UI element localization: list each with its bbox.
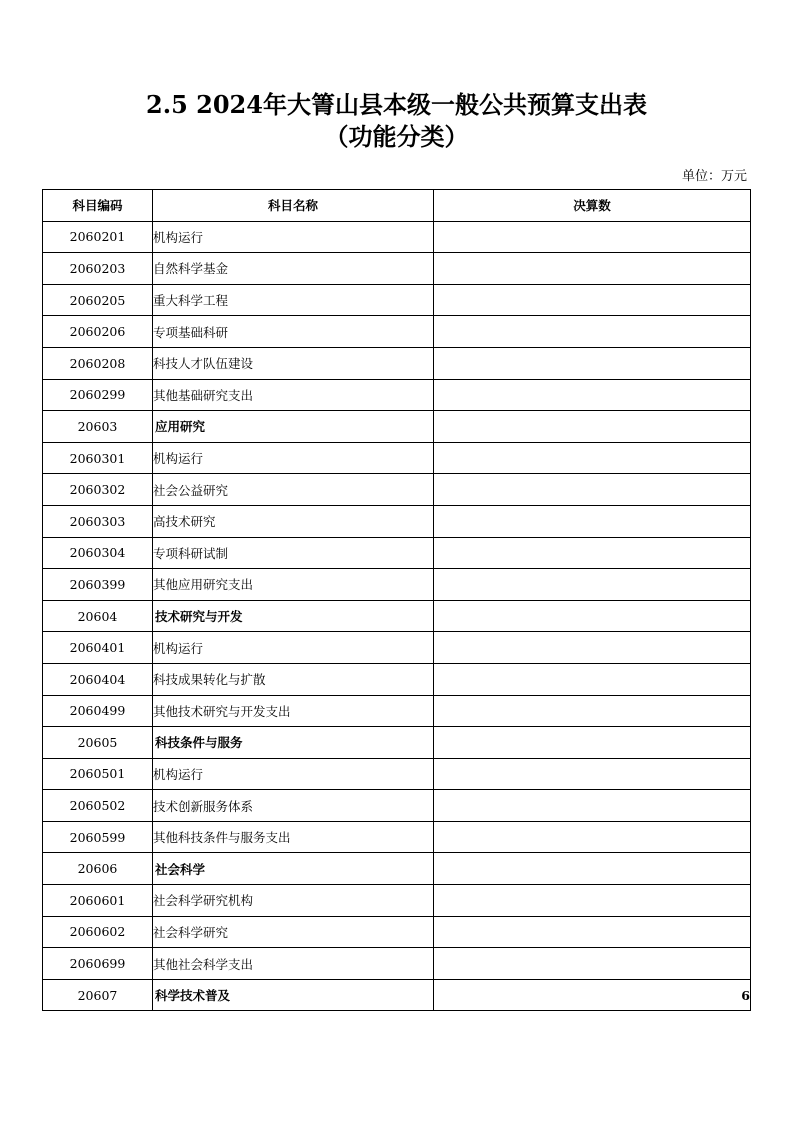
- row-amount: [434, 790, 751, 822]
- row-code: 2060301: [43, 442, 153, 474]
- row-name: 自然科学基金: [153, 253, 434, 285]
- table-row: [43, 948, 751, 980]
- row-name: 社会科学研究机构: [153, 885, 434, 917]
- row-code: 2060205: [43, 284, 153, 316]
- row-code: 20605: [43, 727, 153, 759]
- row-amount: [434, 948, 751, 980]
- table-row: [43, 505, 751, 537]
- row-name: 科学技术普及: [153, 979, 434, 1011]
- row-code: 2060404: [43, 663, 153, 695]
- row-amount: [434, 442, 751, 474]
- row-amount: [434, 347, 751, 379]
- row-amount: [434, 853, 751, 885]
- row-code: 2060401: [43, 632, 153, 664]
- row-amount: [434, 253, 751, 285]
- row-code: 2060208: [43, 347, 153, 379]
- row-amount: [434, 221, 751, 253]
- row-amount: [434, 284, 751, 316]
- page-title: 2.5 2024年大箐山县本级一般公共预算支出表: [146, 90, 647, 119]
- table-row: [43, 316, 751, 348]
- table-row: [43, 600, 751, 632]
- row-amount: [434, 600, 751, 632]
- row-code: 2060602: [43, 916, 153, 948]
- row-amount: [434, 695, 751, 727]
- row-amount: [434, 821, 751, 853]
- table-row: [43, 253, 751, 285]
- header-name: 科目名称: [153, 190, 434, 222]
- row-amount: [434, 316, 751, 348]
- table-row: [43, 442, 751, 474]
- header-code: 科目编码: [43, 190, 153, 222]
- row-name: 科技条件与服务: [153, 727, 434, 759]
- table-body: [43, 221, 751, 1011]
- header-amount: 决算数: [434, 190, 751, 222]
- row-amount: [434, 411, 751, 443]
- row-name: 技术研究与开发: [153, 600, 434, 632]
- table-row: [43, 885, 751, 917]
- row-name: 其他基础研究支出: [153, 379, 434, 411]
- table-row: [43, 379, 751, 411]
- row-name: 机构运行: [153, 758, 434, 790]
- row-name: 科技人才队伍建设: [153, 347, 434, 379]
- table-row: [43, 979, 751, 1011]
- row-name: 高技术研究: [153, 505, 434, 537]
- row-amount: [434, 916, 751, 948]
- row-code: 2060501: [43, 758, 153, 790]
- table-row: [43, 221, 751, 253]
- table-row: [43, 853, 751, 885]
- row-amount: 6: [434, 979, 751, 1011]
- row-name: 其他社会科学支出: [153, 948, 434, 980]
- row-name: 应用研究: [153, 411, 434, 443]
- row-amount: [434, 569, 751, 601]
- row-code: 2060303: [43, 505, 153, 537]
- row-code: 2060499: [43, 695, 153, 727]
- row-amount: [434, 758, 751, 790]
- page-subtitle: （功能分类）: [324, 122, 469, 151]
- row-amount: [434, 474, 751, 506]
- table-row: [43, 569, 751, 601]
- row-amount: [434, 885, 751, 917]
- table-row: [43, 916, 751, 948]
- table-row: [43, 790, 751, 822]
- row-name: 其他科技条件与服务支出: [153, 821, 434, 853]
- row-amount: [434, 632, 751, 664]
- row-code: 20604: [43, 600, 153, 632]
- row-code: 2060299: [43, 379, 153, 411]
- row-code: 2060206: [43, 316, 153, 348]
- budget-table: [42, 189, 751, 1011]
- row-code: 2060203: [43, 253, 153, 285]
- row-amount: [434, 537, 751, 569]
- row-code: 2060304: [43, 537, 153, 569]
- row-name: 科技成果转化与扩散: [153, 663, 434, 695]
- row-amount: [434, 727, 751, 759]
- table-row: [43, 347, 751, 379]
- row-name: 社会科学研究: [153, 916, 434, 948]
- row-name: 社会公益研究: [153, 474, 434, 506]
- row-code: 2060201: [43, 221, 153, 253]
- table-row: [43, 727, 751, 759]
- row-code: 2060302: [43, 474, 153, 506]
- row-amount: [434, 505, 751, 537]
- row-name: 技术创新服务体系: [153, 790, 434, 822]
- row-name: 专项基础科研: [153, 316, 434, 348]
- unit-label: 单位：万元: [681, 169, 747, 184]
- table-row: [43, 284, 751, 316]
- row-name: 其他应用研究支出: [153, 569, 434, 601]
- table-row: [43, 821, 751, 853]
- row-name: 重大科学工程: [153, 284, 434, 316]
- row-code: 2060601: [43, 885, 153, 917]
- row-code: 20606: [43, 853, 153, 885]
- table-row: [43, 474, 751, 506]
- row-code: 2060699: [43, 948, 153, 980]
- table-header-row: [43, 190, 751, 222]
- row-name: 机构运行: [153, 442, 434, 474]
- row-name: 其他技术研究与开发支出: [153, 695, 434, 727]
- table-row: [43, 537, 751, 569]
- table-row: [43, 758, 751, 790]
- row-code: 2060502: [43, 790, 153, 822]
- row-name: 专项科研试制: [153, 537, 434, 569]
- row-name: 机构运行: [153, 632, 434, 664]
- row-code: 2060599: [43, 821, 153, 853]
- row-code: 20607: [43, 979, 153, 1011]
- row-amount: [434, 663, 751, 695]
- row-code: 20603: [43, 411, 153, 443]
- table-row: [43, 632, 751, 664]
- row-name: 机构运行: [153, 221, 434, 253]
- row-code: 2060399: [43, 569, 153, 601]
- table-row: [43, 695, 751, 727]
- row-amount: [434, 379, 751, 411]
- table-row: [43, 663, 751, 695]
- table-row: [43, 411, 751, 443]
- row-name: 社会科学: [153, 853, 434, 885]
